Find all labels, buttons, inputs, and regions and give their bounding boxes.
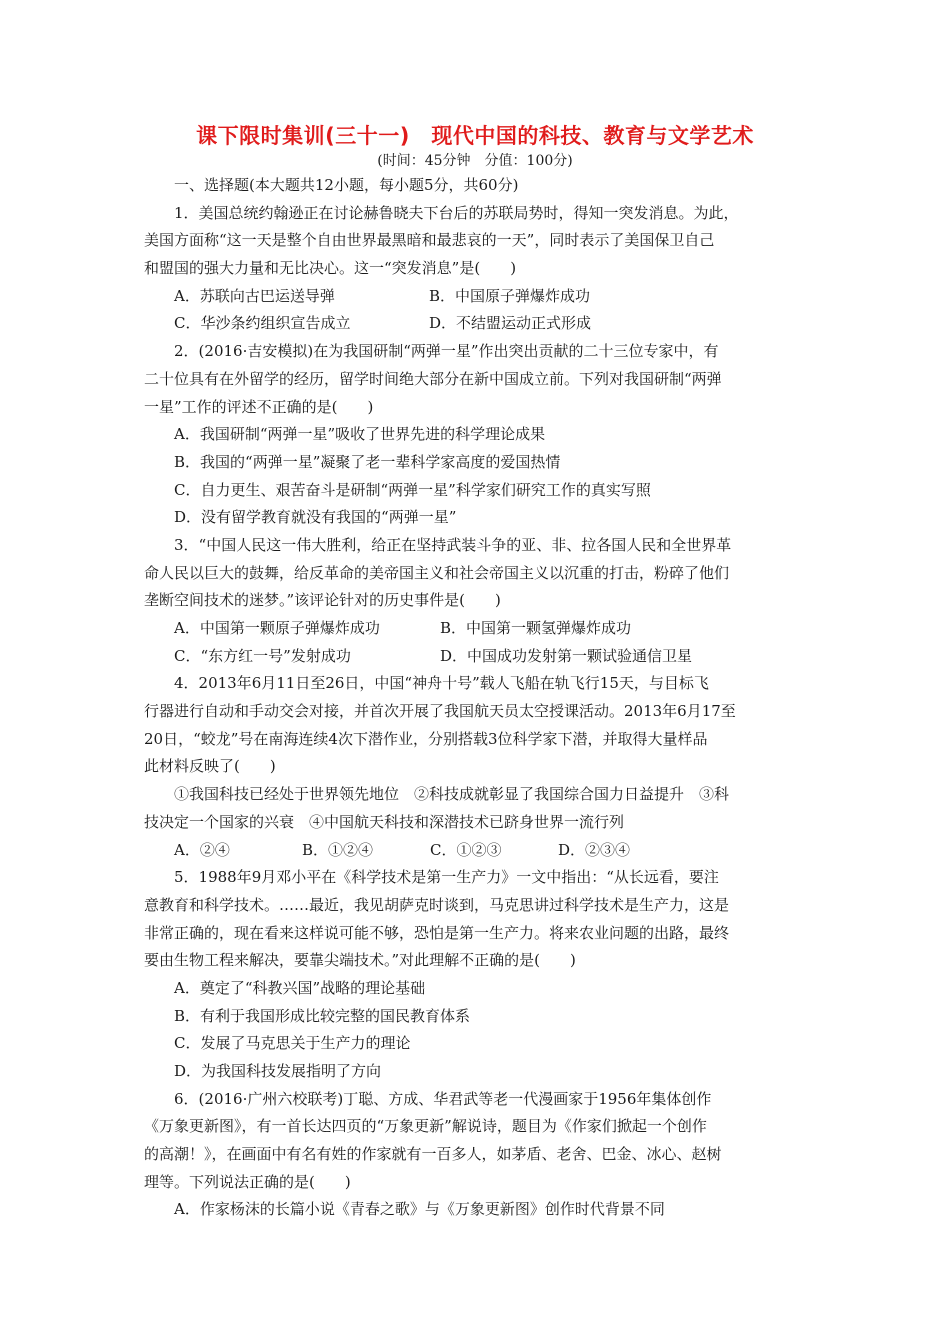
option-d: D．为我国科技发展指明了方向	[174, 1062, 382, 1080]
option-c: C．①②③	[430, 840, 502, 859]
question-stem-line: 《万象更新图》，有一首长达四页的“万象更新”解说诗，题目为《作家们掀起一个创作	[144, 1117, 707, 1136]
option-d: D．不结盟运动正式形成	[429, 314, 592, 333]
option-b: B．有利于我国形成比较完整的国民教育体系	[174, 1006, 471, 1025]
question-stem-line: 的高潮！》，在画面中有名有姓的作家就有一百多人，如茅盾、老舍、巴金、冰心、赵树	[144, 1145, 722, 1164]
question-stem-line: 垄断空间技术的迷梦。”该评论针对的历史事件是( )	[144, 591, 501, 610]
option-c: C．“东方红一号”发射成功	[174, 646, 351, 665]
time-score-info: (时间：45分钟 分值：100分)	[377, 153, 573, 169]
question-stem-line: 5．1988年9月邓小平在《科学技术是第一生产力》一文中指出：“从长远看，要注	[174, 868, 719, 887]
option-a: A．中国第一颗原子弹爆炸成功	[174, 619, 380, 637]
option-c: C．华沙条约组织宣告成立	[174, 314, 351, 333]
question-2	[144, 338, 808, 532]
question-6	[144, 1086, 808, 1224]
question-stem-line: 理等。下列说法正确的是( )	[144, 1172, 351, 1191]
option-a: A．苏联向古巴运送导弹	[174, 286, 335, 305]
question-stem-line: 2．(2016·吉安模拟)在为我国研制“两弹一星”作出突出贡献的二十三位专家中，有	[174, 342, 719, 361]
option-d: D．没有留学教育就没有我国的“两弹一星”	[174, 508, 457, 527]
question-stem-line: 美国方面称“这一天是整个自由世界最黑暗和最悲哀的一天”，同时表示了美国保卫自己	[144, 231, 715, 250]
option-c: C．自力更生、艰苦奋斗是研制“两弹一星”科学家们研究工作的真实写照	[174, 480, 651, 499]
option-row	[144, 310, 808, 338]
option-row	[144, 643, 808, 671]
option-row	[144, 283, 808, 311]
question-stem-line: 二十位具有在外留学的经历，留学时间绝大部分在新中国成立前。下列对我国研制“两弹	[144, 369, 722, 388]
question-stem-line: 3．“中国人民这一伟大胜利，给正在坚持武装斗争的亚、非、拉各国人民和全世界革	[174, 535, 732, 554]
option-d: D．中国成功发射第一颗试验通信卫星	[440, 646, 693, 665]
statement-line: ①我国科技已经处于世界领先地位 ②科技成就彰显了我国综合国力日益提升 ③科	[174, 785, 730, 804]
section-heading: 一、选择题(本大题共12小题，每小题5分，共60分)	[174, 176, 519, 194]
question-5	[144, 864, 808, 1086]
option-row	[144, 837, 808, 865]
question-3	[144, 532, 808, 670]
option-a: A．作家杨沫的长篇小说《青春之歌》与《万象更新图》创作时代背景不同	[174, 1200, 665, 1219]
statement-line: 技决定一个国家的兴衰 ④中国航天科技和深潜技术已跻身世界一流行列	[144, 812, 625, 831]
question-stem-line: 意教育和科学技术。……最近，我见胡萨克时谈到，马克思讲过科学技术是生产力，这是	[144, 895, 730, 914]
option-row	[144, 615, 808, 643]
question-stem-line: 6．(2016·广州六校联考)丁聪、方成、华君武等老一代漫画家于1956年集体创作	[174, 1089, 712, 1108]
question-stem-line: 命人民以巨大的鼓舞，给反革命的美帝国主义和社会帝国主义以沉重的打击，粉碎了他们	[144, 563, 730, 582]
option-a: A．奠定了“科教兴国”战略的理论基础	[174, 978, 426, 997]
document-body	[144, 172, 808, 1224]
question-stem-line: 和盟国的强大力量和无比决心。这一“突发消息”是( )	[144, 259, 517, 278]
question-stem-line: 行器进行自动和手动交会对接，并首次开展了我国航天员太空授课活动。2013年6月17至	[144, 702, 736, 721]
option-d: D．②③④	[558, 840, 631, 859]
question-stem-line: 非常正确的，现在看来这样说可能不够，恐怕是第一生产力。将来农业问题的出路，最终	[144, 923, 730, 942]
question-stem-line: 4．2013年6月11日至26日，中国“神舟十号”载人飞船在轨飞行15天，与目标飞	[174, 674, 709, 693]
question-stem-line: 20日，“蛟龙”号在南海连续4次下潜作业，分别搭载3位科学家下潜，并取得大量样品	[144, 729, 708, 748]
question-stem-line: 此材料反映了( )	[144, 757, 276, 776]
question-stem-line: 一星”工作的评述不正确的是( )	[144, 397, 374, 416]
question-stem-line: 要由生物工程来解决，要靠尖端技术。”对此理解不正确的是( )	[144, 951, 576, 970]
option-a: A．我国研制“两弹一星”吸收了世界先进的科学理论成果	[174, 425, 546, 444]
question-stem-line: 1．美国总统约翰逊正在讨论赫鲁晓夫下台后的苏联局势时，得知一突发消息。为此，	[174, 203, 739, 222]
option-b: B．我国的“两弹一星”凝聚了老一辈科学家高度的爱国热情	[174, 452, 561, 471]
question-4	[144, 670, 808, 864]
option-b: B．①②④	[302, 840, 374, 859]
option-b: B．中国原子弹爆炸成功	[429, 286, 591, 305]
option-a: A．②④	[174, 840, 230, 859]
page-title: 课下限时集训(三十一) 现代中国的科技、教育与文学艺术	[196, 124, 754, 148]
option-c: C．发展了马克思关于生产力的理论	[174, 1034, 411, 1053]
question-1	[144, 200, 808, 338]
option-b: B．中国第一颗氢弹爆炸成功	[440, 619, 632, 637]
